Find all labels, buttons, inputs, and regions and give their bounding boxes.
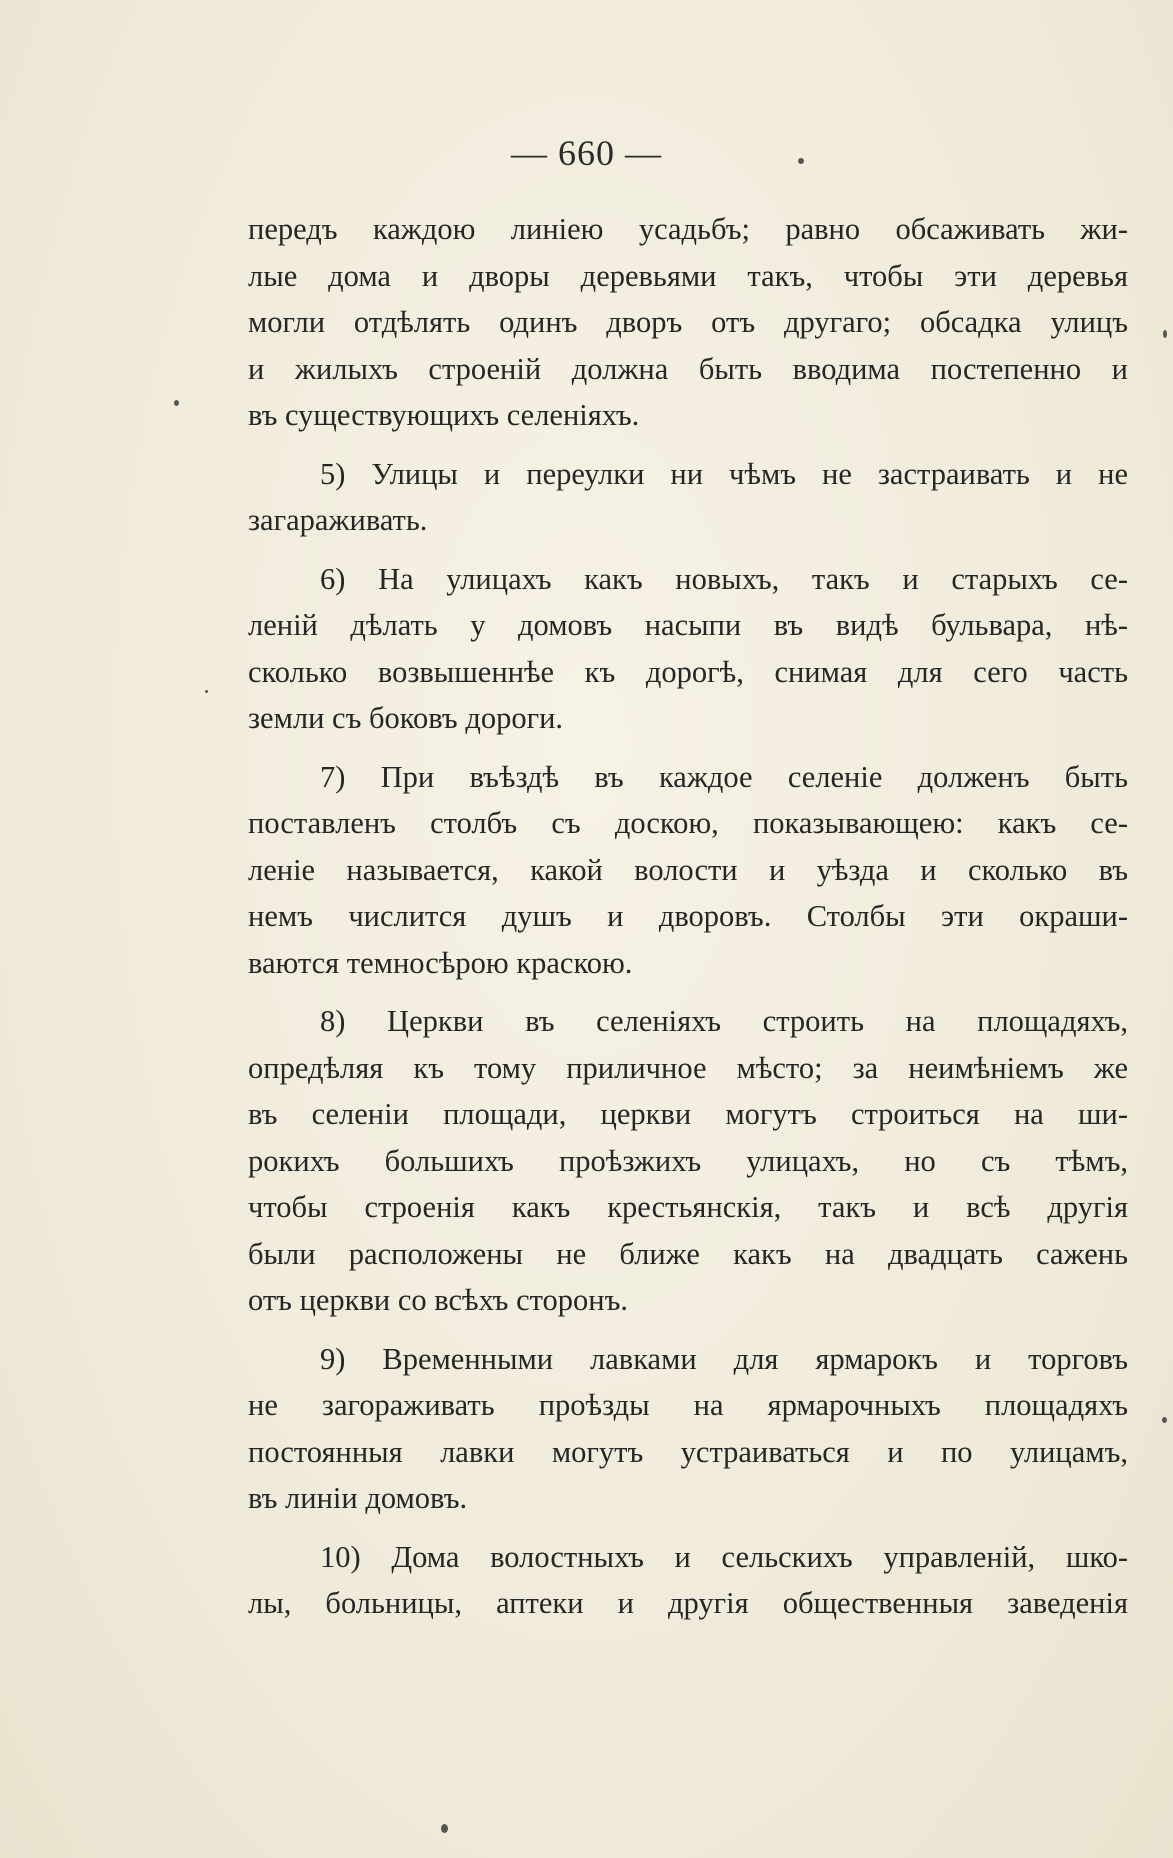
page-number: — 660 — <box>511 133 662 173</box>
paragraph <box>248 206 1128 439</box>
ink-speck <box>441 1824 448 1833</box>
text-line: 7) При въѣздѣ въ каждое селеніе долженъ быть <box>320 759 1128 794</box>
text-line: и жилыхъ строеній должна быть вводима постепенно и <box>248 351 1128 386</box>
paragraph <box>248 754 1128 987</box>
ink-speck <box>1162 1417 1167 1423</box>
text-line: въ существующихъ селеніяхъ. <box>248 398 640 432</box>
text-line: 9) Временными лавками для ярмарокъ и торговъ <box>320 1341 1128 1376</box>
text-line: въ селеніи площади, церкви могутъ строиться на ши- <box>248 1097 1128 1131</box>
text-line: опредѣляя къ тому приличное мѣсто; за неимѣніемъ же <box>248 1050 1128 1085</box>
text-line: въ линіи домовъ. <box>248 1481 468 1515</box>
text-line: не загораживать проѣзды на ярмарочныхъ площадяхъ <box>248 1388 1128 1422</box>
paragraph <box>248 1336 1128 1522</box>
paragraph <box>248 556 1128 742</box>
text-line: могли отдѣлять одинъ дворъ отъ другаго; обсадка улицъ <box>248 305 1128 339</box>
paragraph <box>248 998 1128 1324</box>
ink-speck <box>174 400 179 406</box>
ink-speck <box>798 158 804 164</box>
text-line: леній дѣлать у домовъ насыпи въ видѣ бульвара, нѣ- <box>248 608 1128 642</box>
ink-speck <box>1163 330 1167 338</box>
text-line: сколько возвышеннѣе къ дорогѣ, снимая для сего часть <box>248 654 1128 689</box>
text-line: чтобы строенія какъ крестьянскія, такъ и всѣ другія <box>248 1190 1128 1224</box>
text-line: постоянныя лавки могутъ устраиваться и по улицамъ, <box>248 1434 1128 1469</box>
text-line: 5) Улицы и переулки ни чѣмъ не застраивать и не <box>320 456 1128 491</box>
text-line: поставленъ столбъ съ доскою, показывающею: какъ се- <box>248 806 1128 840</box>
ink-speck <box>205 690 208 693</box>
text-line: были расположены не ближе какъ на двадцать сажень <box>248 1236 1128 1271</box>
text-line: лые дома и дворы деревьями такъ, чтобы эти деревья <box>248 258 1128 293</box>
text-line: передъ каждою линіею усадьбъ; равно обсаживать жи- <box>248 212 1128 246</box>
text-line: загараживать. <box>248 503 428 537</box>
text-line: леніе называется, какой волости и уѣзда и сколько въ <box>248 852 1128 887</box>
paragraph <box>248 451 1128 544</box>
paragraph <box>248 1534 1128 1627</box>
text-line: ваются темносѣрою краскою. <box>248 945 633 980</box>
text-line: лы, больницы, аптеки и другія общественныя заведенія <box>248 1586 1128 1620</box>
text-line: 6) На улицахъ какъ новыхъ, такъ и старыхъ се- <box>320 561 1128 596</box>
text-line: земли съ боковъ дороги. <box>248 701 564 735</box>
text-line: отъ церкви со всѣхъ сторонъ. <box>248 1283 628 1317</box>
text-line: рокихъ большихъ проѣзжихъ улицахъ, но съ тѣмъ, <box>248 1143 1128 1178</box>
body-text <box>248 206 1128 1639</box>
text-line: 8) Церкви въ селеніяхъ строить на площадяхъ, <box>320 1004 1128 1038</box>
text-line: 10) Дома волостныхъ и сельскихъ управленій, шко- <box>320 1539 1128 1574</box>
text-line: немъ числится душъ и дворовъ. Столбы эти окраши- <box>248 899 1128 933</box>
